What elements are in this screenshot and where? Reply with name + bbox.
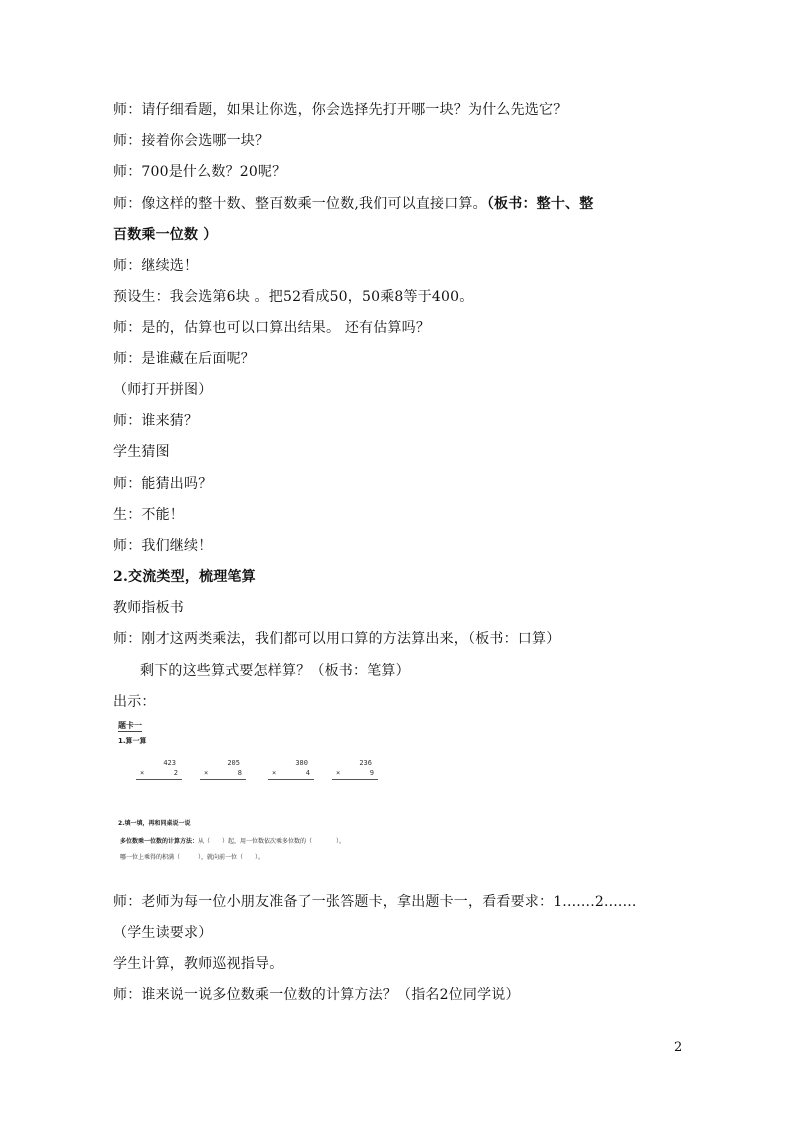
multiplicand: 423 xyxy=(163,759,176,767)
text-line: 生：不能！ xyxy=(113,507,184,523)
text-line: 学生猜图 xyxy=(113,444,170,460)
text-line: （学生读要求） xyxy=(113,925,213,941)
multiplication-problem xyxy=(136,758,182,780)
figure-fill-in-line: 哪一位上乘得的积满（ ），就向前一位（ ）。 xyxy=(120,854,265,861)
text-line: 剩下的这些算式要怎样算？（板书：笔算） xyxy=(140,663,410,679)
text-line: 师：继续选！ xyxy=(113,258,199,274)
board-note: （板书：整十、整 xyxy=(486,196,594,212)
multiplicand: 236 xyxy=(359,759,372,767)
text-line-board xyxy=(113,194,593,214)
multiplicand: 380 xyxy=(295,759,308,767)
multiplication-problem xyxy=(200,758,246,780)
section-heading: 2.交流类型，梳理笔算 xyxy=(113,569,256,585)
text-line: 师：700是什么数？20呢？ xyxy=(113,164,287,180)
text-line: 师：请仔细看题，如果让你选，你会选择先打开哪一块？为什么先选它？ xyxy=(113,102,568,118)
text-line: 师：谁来猜？ xyxy=(113,413,199,429)
text-line: 师：是的，估算也可以口算出结果。 还有估算吗？ xyxy=(113,320,431,336)
text-line: 出示： xyxy=(113,694,156,710)
text-span: 师：像这样的整十数、整百数乘一位数,我们可以直接口算。 xyxy=(113,196,487,212)
multiplier: 9 xyxy=(369,769,374,777)
text-line: 师：谁来说一说多位数乘一位数的计算方法？（指名2位同学说） xyxy=(113,987,520,1003)
answer-card-figure xyxy=(116,718,416,868)
page-number: 2 xyxy=(674,1040,683,1055)
text-line: 师：老师为每一位小朋友准备了一张答题卡，拿出题卡一，看看要求：1.......2....... xyxy=(113,894,637,910)
times-sign: × xyxy=(272,769,277,777)
text-line: 师：接着你会选哪一块？ xyxy=(113,133,270,149)
text-line: 教师指板书 xyxy=(113,600,184,616)
fill-in-text: 从（ ）起，用一位数依次乘多位数的（ ）。 xyxy=(198,838,346,845)
text-line: （师打开拼图） xyxy=(113,382,213,398)
figure-fill-in-line xyxy=(120,836,345,845)
multiplier: 8 xyxy=(237,769,242,777)
multiplication-problem xyxy=(268,758,314,780)
figure-question-1: 1.算一算 xyxy=(118,737,147,745)
board-note-continued: 百数乘一位数 ） xyxy=(113,227,218,243)
text-line: 师：刚才这两类乘法，我们都可以用口算的方法算出来，（板书：口算） xyxy=(113,631,561,647)
text-line: 师：是谁藏在后面呢？ xyxy=(113,351,255,367)
text-line: 师：我们继续！ xyxy=(113,538,213,554)
text-line: 预设生：我会选第6块 。把52看成50，50乘8等于400。 xyxy=(113,289,474,305)
multiplier: 2 xyxy=(173,769,178,777)
multiplier: 4 xyxy=(305,769,310,777)
figure-title: 题卡一 xyxy=(118,721,142,730)
times-sign: × xyxy=(140,769,145,777)
multiplication-problem xyxy=(332,758,378,780)
text-line: 学生计算，教师巡视指导。 xyxy=(113,956,284,972)
fill-in-prompt: 多位数乘一位数的计算方法： xyxy=(120,838,199,845)
times-sign: × xyxy=(204,769,209,777)
figure-question-2: 2.填一填，再和同桌说一说 xyxy=(118,820,191,827)
text-line: 师：能猜出吗？ xyxy=(113,476,213,492)
multiplicand: 205 xyxy=(227,759,240,767)
times-sign: × xyxy=(336,769,341,777)
